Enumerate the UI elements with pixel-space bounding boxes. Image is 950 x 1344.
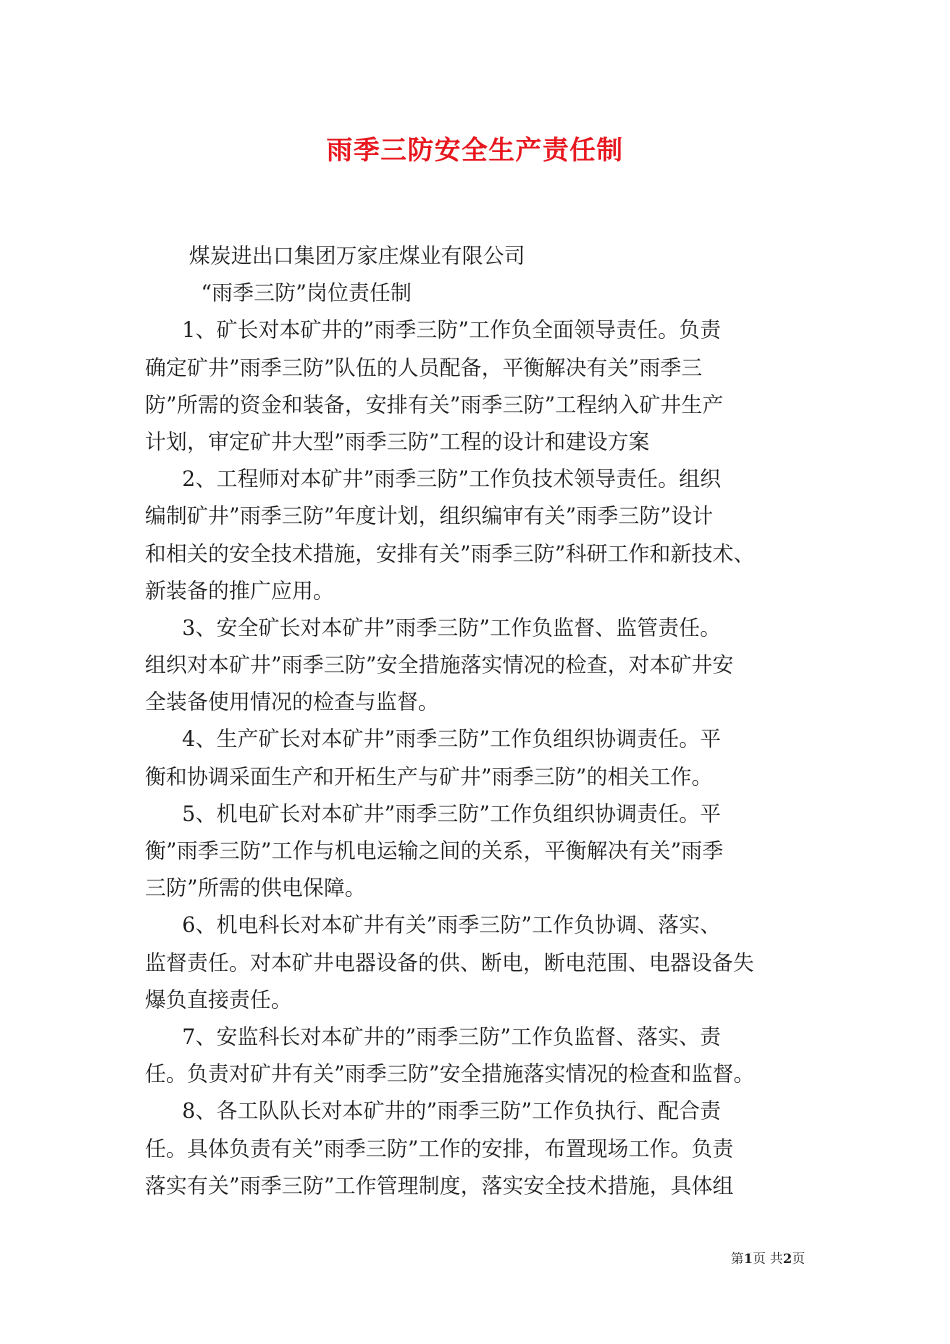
paragraph-first-line: 1、矿长对本矿井的”雨季三防”工作负全面领导责任。负责 <box>182 318 721 343</box>
paragraph-line: 衡”雨季三防”工作与机电运输之间的关系，平衡解决有关”雨季 <box>145 839 724 863</box>
paragraph-line: 任。负责对矿井有关”雨季三防”安全措施落实情况的检查和监督。 <box>145 1062 755 1087</box>
paragraph-line: 新装备的推广应用。 <box>145 578 334 603</box>
paragraph-line: 组织对本矿井”雨季三防”安全措施落实情况的检查，对本矿井安 <box>145 653 734 678</box>
footer-prefix: 第 <box>730 1252 744 1267</box>
paragraph-lines <box>145 312 810 1205</box>
paragraph-first-line: 4、生产矿长对本矿井”雨季三防”工作负组织协调责任。平 <box>182 727 721 752</box>
paragraph-first-line: 7、安监科长对本矿井的”雨季三防”工作负监督、落实、责 <box>182 1024 721 1049</box>
company-name: 煤炭进出口集团万家庄煤业有限公司 <box>189 244 525 268</box>
paragraph-first-line: 3、安全矿长对本矿井”雨季三防”工作负监督、监管责任。 <box>182 615 721 640</box>
paragraph-line: 和相关的安全技术措施，安排有关”雨季三防”科研工作和新技术、 <box>145 541 755 566</box>
paragraph-line: 三防”所需的供电保障。 <box>145 876 366 901</box>
paragraph-line: 防”所需的资金和装备，安排有关”雨季三防”工程纳入矿井生产 <box>145 392 724 417</box>
document-title: 雨季三防安全生产责任制 <box>326 136 624 166</box>
paragraph-line: 衡和协调采面生产和开柘生产与矿井”雨季三防”的相关工作。 <box>145 764 713 789</box>
paragraph-first-line: 8、各工队队长对本矿井的”雨季三防”工作负执行、配合责 <box>182 1099 721 1124</box>
paragraph-line: 监督责任。对本矿井电器设备的供、断电，断电范围、电器设备失 <box>145 950 754 975</box>
footer-middle: 页 共 <box>752 1252 783 1267</box>
section-subtitle: “雨季三防”岗位责任制 <box>201 281 412 306</box>
paragraph-line: 确定矿井”雨季三防”队伍的人员配备，平衡解决有关”雨季三 <box>145 355 703 380</box>
paragraph-line: 落实有关”雨季三防”工作管理制度，落实安全技术措施，具体组 <box>145 1173 734 1198</box>
paragraph-first-line: 2、工程师对本矿井”雨季三防”工作负技术领导责任。组织 <box>182 467 721 492</box>
footer-page-number: 1 <box>743 1252 753 1267</box>
footer-total-pages: 2 <box>782 1252 792 1267</box>
paragraph-line: 全装备使用情况的检查与监督。 <box>145 690 439 715</box>
paragraph-line: 爆负直接责任。 <box>145 987 292 1012</box>
paragraph-first-line: 5、机电矿长对本矿井”雨季三防”工作负组织协调责任。平 <box>182 801 721 826</box>
page-footer <box>731 1248 805 1267</box>
paragraph-line: 编制矿井”雨季三防”年度计划，组织编审有关”雨季三防”设计 <box>145 504 713 529</box>
paragraph-line: 计划，审定矿井大型”雨季三防”工程的设计和建设方案 <box>145 429 650 454</box>
paragraph-line: 任。具体负责有关”雨季三防”工作的安排，布置现场工作。负责 <box>145 1136 734 1161</box>
document-body <box>145 238 810 1205</box>
paragraph-first-line: 6、机电科长对本矿井有关”雨季三防”工作负协调、落实、 <box>182 913 721 938</box>
footer-suffix: 页 <box>791 1252 805 1267</box>
